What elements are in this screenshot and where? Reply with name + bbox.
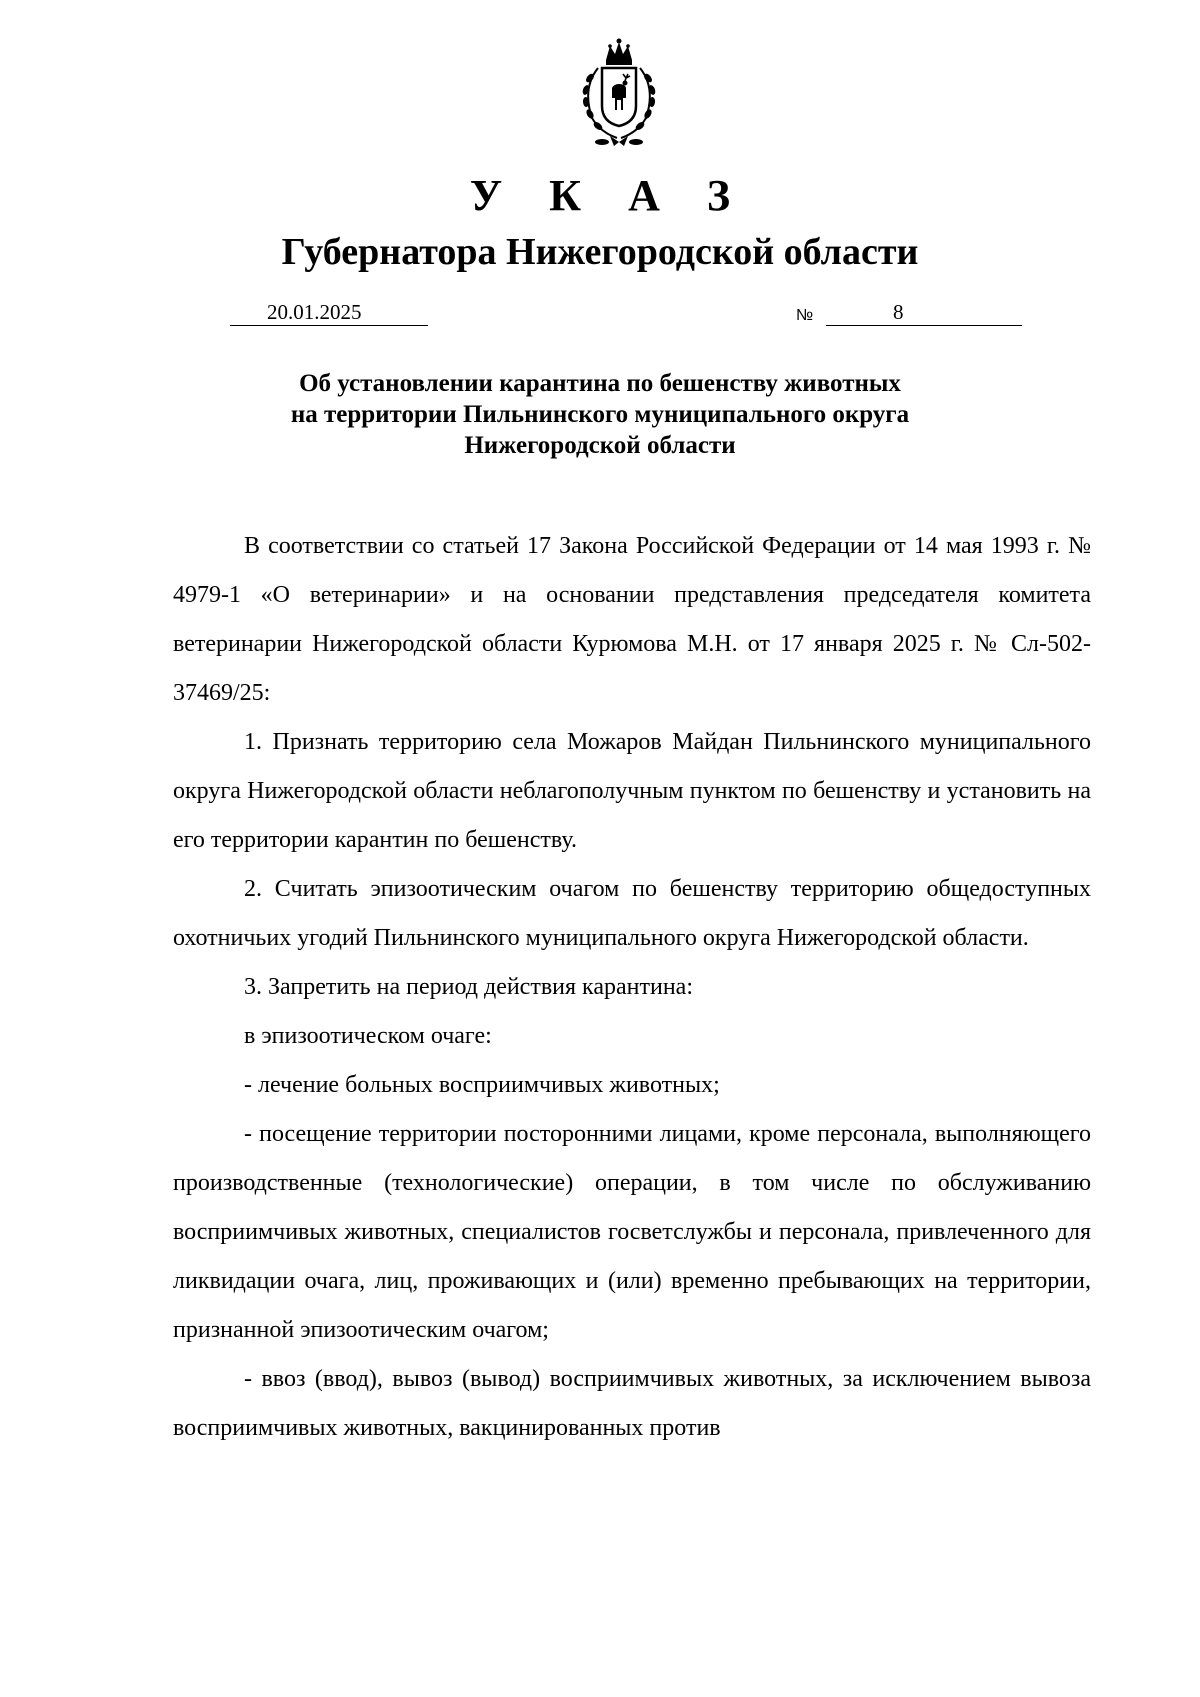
- document-date: 20.01.2025: [267, 300, 362, 324]
- clause-2-paragraph: 2. Считать эпизоотическим очагом по бешенству территорию общедоступных охотничьих угодий Пильнинского муниципального округа Нижегородской области.: [173, 876, 1091, 951]
- document-type-title: У К А З: [469, 171, 749, 220]
- subject-line-1: Об установлении карантина по бешенству животных: [299, 370, 901, 397]
- subject-line-3: Нижегородской области: [464, 432, 736, 459]
- number-sign: №: [796, 307, 814, 324]
- clause-1-paragraph: 1. Признать территорию села Можаров Майдан Пильнинского муниципального округа Нижегородской области неблагополучным пунктом по бешенству и установить на его территории карантин по бешенству.: [173, 729, 1091, 853]
- prohibition-item-3: - ввоз (ввод), вывоз (вывод) восприимчивых животных, за исключением вывоза восприимчивых животных, вакцинированных против: [173, 1366, 1091, 1441]
- focus-heading-paragraph: в эпизоотическом очаге:: [244, 1023, 492, 1049]
- prohibition-item-1: - лечение больных восприимчивых животных;: [244, 1072, 720, 1098]
- subject-line-2: на территории Пильнинского муниципального округа: [290, 401, 910, 428]
- document-number-field: [826, 300, 1022, 326]
- document-body: [173, 522, 1091, 1453]
- document-number: 8: [893, 300, 904, 324]
- coat-of-arms-icon: [562, 38, 676, 150]
- prohibition-item-2: - посещение территории посторонними лицами, кроме персонала, выполняющего производственные (технологические) операции, в том числе по обслуживанию восприимчивых животных, специалистов госветслужбы и персонала, привлеченного для ликвидации очага, лиц, проживающих и (или) временно пребывающих на территории, признанной эпизоотическим очагом;: [173, 1121, 1091, 1343]
- document-date-field: [230, 300, 428, 326]
- clause-3-paragraph: 3. Запретить на период действия карантина:: [244, 974, 693, 1000]
- issuer-title: Губернатора Нижегородской области: [281, 231, 919, 273]
- preamble-paragraph: В соответствии со статьей 17 Закона Российской Федерации от 14 мая 1993 г. № 4979-1 «О ветеринарии» и на основании представления председателя комитета ветеринарии Нижегородской области Курюмова М.Н. от 17 января 2025 г. № Сл-502-37469/25:: [173, 533, 1091, 706]
- document-subject: [0, 368, 1200, 461]
